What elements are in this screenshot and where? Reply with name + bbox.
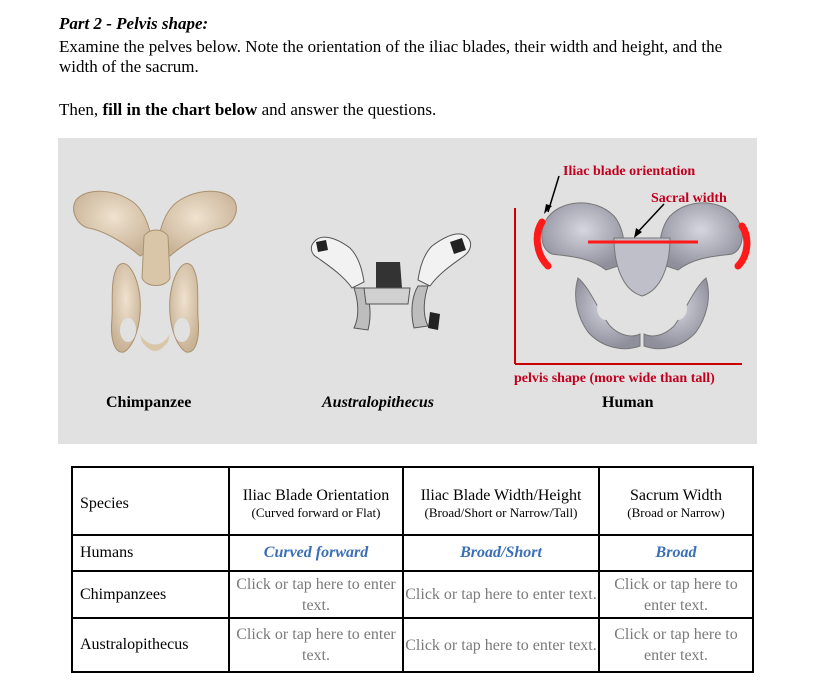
pelvis-comparison-figure	[58, 138, 757, 444]
caption-chimpanzee: Chimpanzee	[106, 394, 192, 411]
table-header-row	[72, 467, 753, 535]
input-orientation-australopithecus[interactable]: Click or tap here to enter text.	[229, 618, 403, 672]
table-row	[72, 618, 753, 672]
australopithecus-pelvis-image	[311, 234, 470, 330]
header-iliac-width-title: Iliac Blade Width/Height	[420, 486, 582, 504]
header-iliac-orientation	[229, 467, 403, 535]
species-cell: Australopithecus	[72, 618, 229, 672]
header-iliac-width-height	[403, 467, 599, 535]
instruction-pre: Then,	[59, 100, 103, 119]
input-width-chimpanzees[interactable]: Click or tap here to enter text.	[403, 571, 599, 618]
section-heading: Part 2 - Pelvis shape:	[59, 14, 209, 33]
header-iliac-orientation-sub: (Curved forward or Flat)	[251, 504, 381, 520]
instruction-bold: fill in the chart below	[102, 100, 258, 119]
header-iliac-orientation-title: Iliac Blade Orientation	[242, 486, 390, 504]
answer-orientation-humans[interactable]: Curved forward	[229, 535, 403, 571]
answer-sacrum-humans[interactable]: Broad	[599, 535, 753, 571]
table-row	[72, 535, 753, 571]
table-row	[72, 571, 753, 618]
species-cell: Chimpanzees	[72, 571, 229, 618]
instruction-post: and answer the questions.	[257, 100, 437, 119]
header-species: Species	[72, 467, 229, 535]
intro-paragraph: Examine the pelves below. Note the orientation of the iliac blades, their width and height, and the width of the sacrum.	[59, 37, 723, 76]
header-iliac-width-sub: (Broad/Short or Narrow/Tall)	[424, 504, 578, 520]
input-sacrum-australopithecus[interactable]: Click or tap here to enter text.	[599, 618, 753, 672]
caption-human: Human	[602, 394, 654, 411]
header-sacrum-sub: (Broad or Narrow)	[627, 504, 725, 520]
input-sacrum-chimpanzees[interactable]: Click or tap here to enter text.	[599, 571, 753, 618]
header-sacrum-title: Sacrum Width	[630, 486, 722, 504]
annotation-pelvis-shape: pelvis shape (more wide than tall)	[514, 371, 715, 386]
pelvis-chart-table	[71, 466, 754, 673]
header-sacrum-width	[599, 467, 753, 535]
instruction-paragraph	[59, 100, 436, 120]
answer-width-humans[interactable]: Broad/Short	[403, 535, 599, 571]
species-cell: Humans	[72, 535, 229, 571]
annotation-sacral-width: Sacral width	[651, 191, 727, 206]
input-width-australopithecus[interactable]: Click or tap here to enter text.	[403, 618, 599, 672]
chimpanzee-pelvis-image	[74, 191, 237, 352]
caption-australopithecus: Australopithecus	[322, 394, 435, 411]
input-orientation-chimpanzees[interactable]: Click or tap here to enter text.	[229, 571, 403, 618]
annotation-iliac-orientation: Iliac blade orientation	[563, 164, 696, 179]
